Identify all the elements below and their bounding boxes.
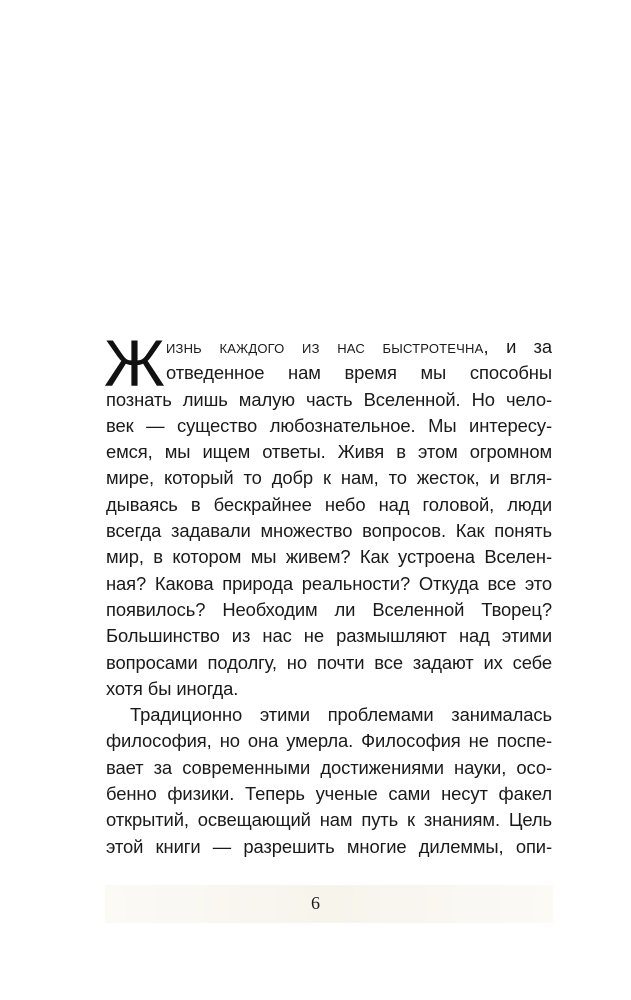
text-line: познать лишь малую часть Вселенной. Но чело- <box>106 388 552 410</box>
text-line: век — существо любознательное. Мы интересу- <box>106 414 552 436</box>
first-line-rest: и за <box>488 336 552 357</box>
body-text <box>104 326 552 860</box>
text-line: ная? Какова природа реальности? Откуда все это <box>106 572 552 594</box>
text-line: вает за современными достижениями науки, осо- <box>106 756 552 778</box>
text-line: философия, но она умерла. Философия не поспе- <box>106 730 552 752</box>
text-line: появилось? Необходим ли Вселенной Творец? <box>106 598 552 620</box>
text-line: емся, мы ищем ответы. Живя в этом огромном <box>106 441 552 463</box>
text-line: Традиционно этими проблемами занималась <box>130 704 552 726</box>
text-line: дываясь в бескрайнее небо над головой, люди <box>106 493 552 515</box>
text-line: этой книги — разрешить многие дилеммы, опи- <box>106 835 552 857</box>
page-number: 6 <box>311 893 320 913</box>
text-line: открытий, освещающий нам путь к знаниям. Цель <box>106 809 552 831</box>
text-line: всегда задавали множество вопросов. Как понять <box>106 520 552 542</box>
text-line: мире, который то добр к нам, то жесток, и вгля- <box>106 467 552 489</box>
text-line <box>106 334 552 360</box>
text-line: мир, в котором мы живем? Как устроена Вселен- <box>106 546 552 568</box>
text-line: хотя бы иногда. <box>106 677 239 699</box>
drop-cap: Ж <box>104 326 165 400</box>
smallcaps-lead: изнь каждого из нас быстротечна, <box>166 336 489 357</box>
text-line: вопросами подолгу, но почти все задают их себе <box>106 651 552 673</box>
text-line: бенно физики. Теперь ученые сами несут факел <box>106 783 552 805</box>
text-line: отведенное нам время мы способны <box>166 362 552 384</box>
text-line: Большинство из нас не размышляют над этими <box>106 625 552 647</box>
